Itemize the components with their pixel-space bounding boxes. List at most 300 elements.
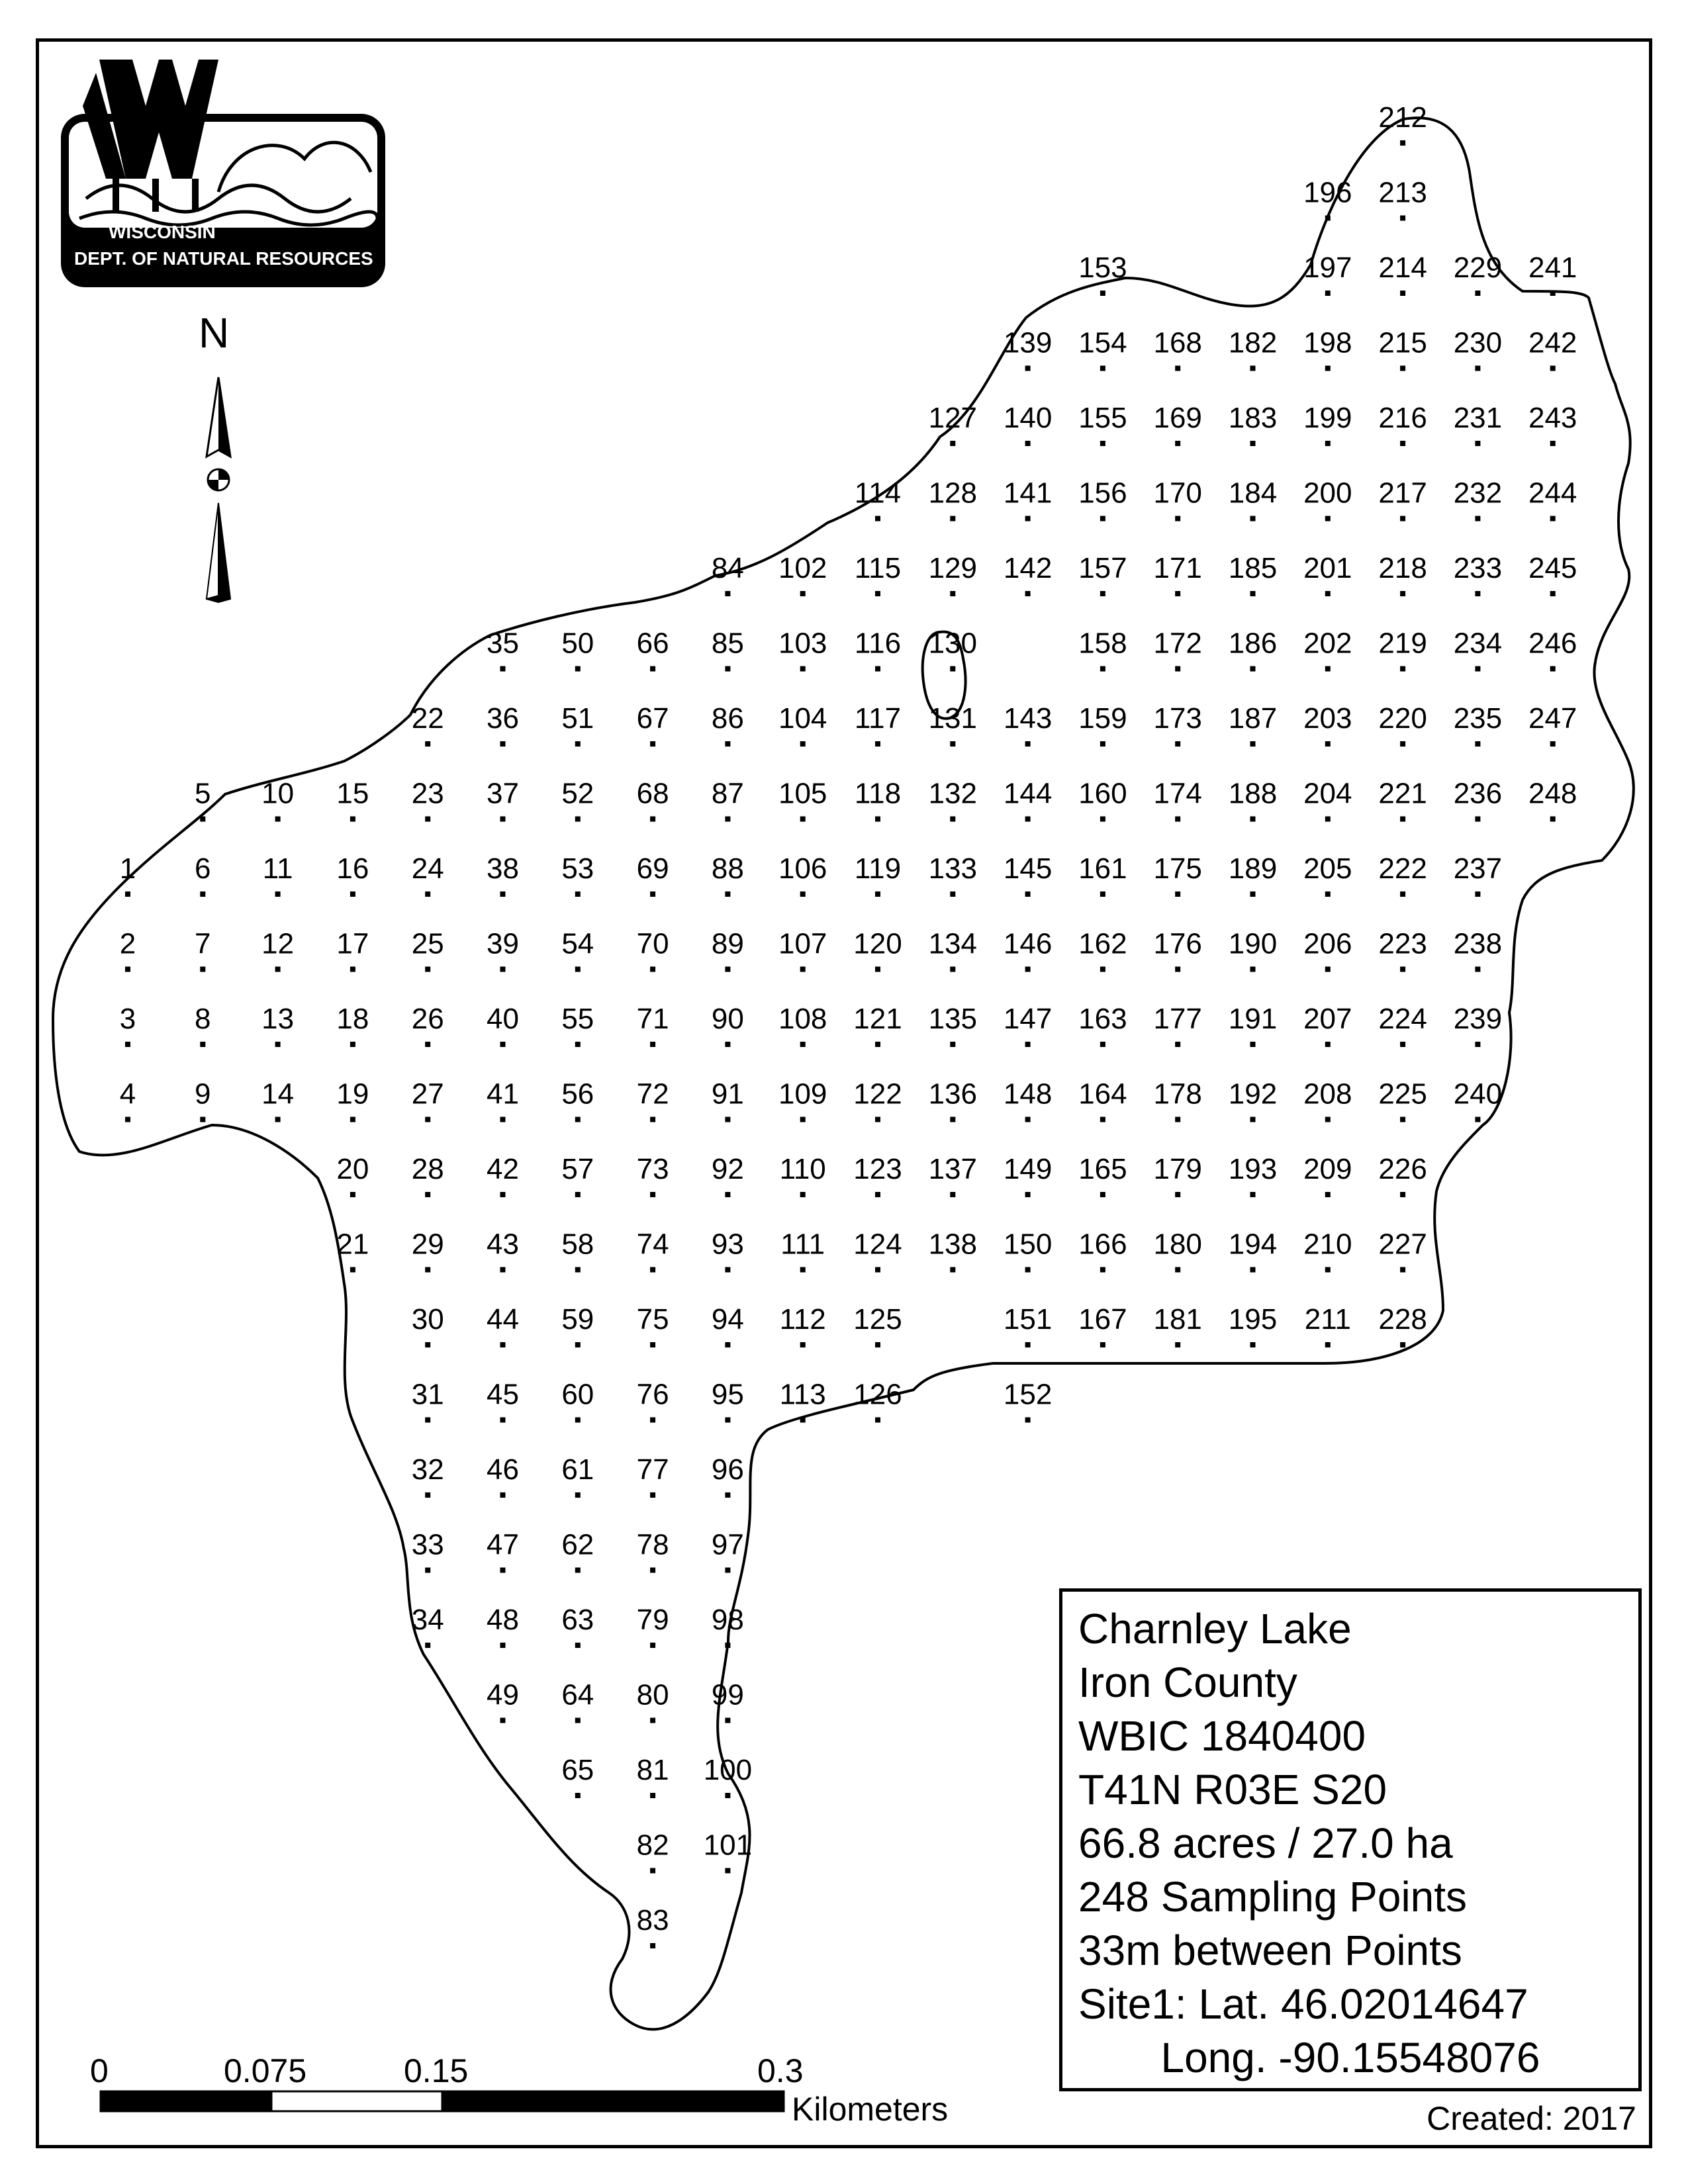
sampling-point-marker xyxy=(425,1042,430,1047)
sampling-point-marker xyxy=(1400,1117,1405,1122)
sampling-point-label: 57 xyxy=(561,1153,594,1185)
sampling-point-marker xyxy=(725,1117,730,1122)
sampling-point-marker xyxy=(650,1342,655,1347)
sampling-point-label: 135 xyxy=(928,1003,978,1035)
sampling-point-label: 47 xyxy=(487,1528,519,1561)
sampling-point-label: 80 xyxy=(636,1678,669,1711)
sampling-point-label: 121 xyxy=(853,1003,902,1035)
sampling-point-label: 153 xyxy=(1078,251,1127,284)
sampling-point-marker xyxy=(725,817,730,822)
sampling-point-label: 107 xyxy=(778,927,827,960)
sampling-point-marker xyxy=(200,967,205,972)
sampling-point-marker xyxy=(950,516,955,522)
sampling-point-marker xyxy=(1325,216,1331,221)
sampling-point-label: 63 xyxy=(561,1604,594,1636)
sampling-point-marker xyxy=(1100,441,1105,446)
sampling-point-marker xyxy=(425,1117,430,1122)
sampling-point-label: 60 xyxy=(561,1378,594,1411)
sampling-point-label: 2 xyxy=(119,927,136,960)
north-arrow-icon xyxy=(207,377,230,602)
sampling-point-marker xyxy=(950,1042,955,1047)
sampling-point-label: 210 xyxy=(1303,1228,1352,1261)
sampling-point-label: 201 xyxy=(1303,552,1352,584)
sampling-point-label: 69 xyxy=(636,852,669,885)
sampling-point-marker xyxy=(650,817,655,822)
sampling-point-label: 238 xyxy=(1453,927,1503,960)
sampling-point-marker xyxy=(650,967,655,972)
scale-bar xyxy=(101,2091,784,2111)
sampling-point-marker xyxy=(1250,741,1256,747)
sampling-point-label: 98 xyxy=(711,1604,744,1636)
north-label: N xyxy=(199,309,230,357)
sampling-point-marker xyxy=(1025,1117,1031,1122)
scale-tick-0: 0 xyxy=(90,2052,109,2089)
sampling-point-label: 170 xyxy=(1153,477,1202,510)
sampling-point-marker xyxy=(500,1192,506,1197)
sampling-point-marker xyxy=(800,1418,806,1423)
sampling-point-marker xyxy=(1325,1192,1331,1197)
sampling-point-label: 196 xyxy=(1303,176,1352,209)
sampling-point-label: 54 xyxy=(561,927,594,960)
sampling-point-marker xyxy=(950,1192,955,1197)
sampling-point-label: 84 xyxy=(711,552,744,584)
sampling-point-marker xyxy=(1250,1192,1256,1197)
sampling-point-marker xyxy=(350,891,355,897)
sampling-point-label: 39 xyxy=(487,927,519,960)
sampling-point-label: 183 xyxy=(1228,402,1278,434)
sampling-point-label: 174 xyxy=(1153,777,1202,810)
sampling-point-label: 234 xyxy=(1453,627,1503,660)
sampling-point-label: 27 xyxy=(411,1077,444,1111)
sampling-point-marker xyxy=(650,1793,655,1798)
sampling-point-marker xyxy=(725,1042,730,1047)
sampling-point-marker xyxy=(725,1643,730,1648)
sampling-point-label: 82 xyxy=(636,1829,669,1862)
sampling-point-label: 192 xyxy=(1228,1077,1278,1111)
sampling-point-label: 7 xyxy=(195,927,211,960)
sampling-point-marker xyxy=(575,1793,581,1798)
sampling-point-label: 220 xyxy=(1378,702,1427,735)
sampling-point-marker xyxy=(1175,1342,1180,1347)
sampling-point-marker xyxy=(1175,516,1180,522)
sampling-point-marker xyxy=(575,1568,581,1573)
sampling-point-marker xyxy=(500,1267,506,1273)
sampling-point-marker xyxy=(1175,1267,1180,1273)
sampling-point-marker xyxy=(950,817,955,822)
sampling-point-marker xyxy=(1325,591,1331,596)
sampling-point-label: 120 xyxy=(853,927,902,960)
sampling-point-marker xyxy=(1325,1042,1331,1047)
sampling-point-label: 178 xyxy=(1153,1077,1202,1111)
sampling-point-marker xyxy=(1100,291,1105,296)
sampling-point-label: 176 xyxy=(1153,927,1202,960)
sampling-point-label: 112 xyxy=(779,1303,826,1336)
sampling-point-marker xyxy=(1100,1267,1105,1273)
sampling-point-label: 59 xyxy=(561,1303,594,1336)
sampling-point-label: 128 xyxy=(928,477,978,510)
sampling-point-marker xyxy=(425,967,430,972)
sampling-point-label: 164 xyxy=(1078,1077,1127,1111)
sampling-point-marker xyxy=(1400,1342,1405,1347)
sampling-point-label: 235 xyxy=(1453,702,1503,735)
sampling-point-label: 52 xyxy=(561,777,594,810)
sampling-point-label: 49 xyxy=(487,1678,519,1711)
sampling-point-label: 200 xyxy=(1303,477,1352,510)
sampling-point-label: 182 xyxy=(1228,326,1278,359)
sampling-point-label: 119 xyxy=(854,852,902,885)
sampling-point-marker xyxy=(875,1418,880,1423)
sampling-point-marker xyxy=(500,1418,506,1423)
sampling-point-label: 136 xyxy=(928,1077,978,1111)
sampling-point-marker xyxy=(1475,967,1480,972)
sampling-point-marker xyxy=(950,1267,955,1273)
sampling-point-label: 187 xyxy=(1228,702,1278,735)
sampling-point-marker xyxy=(1550,741,1556,747)
sampling-point-marker xyxy=(275,1042,281,1047)
sampling-point-label: 169 xyxy=(1153,402,1202,434)
sampling-point-label: 232 xyxy=(1453,477,1503,510)
sampling-point-marker xyxy=(800,1192,806,1197)
sampling-point-marker xyxy=(875,1042,880,1047)
sampling-point-label: 91 xyxy=(711,1077,744,1111)
sampling-point-label: 25 xyxy=(411,927,444,960)
sampling-point-marker xyxy=(1025,366,1031,371)
sampling-point-label: 9 xyxy=(195,1077,211,1111)
sampling-point-label: 40 xyxy=(487,1003,519,1035)
sampling-point-label: 106 xyxy=(778,852,827,885)
sampling-point-marker xyxy=(875,666,880,672)
sampling-point-marker xyxy=(1400,666,1405,672)
sampling-point-label: 203 xyxy=(1303,702,1352,735)
sampling-point-label: 5 xyxy=(195,777,211,810)
info-wbic: WBIC 1840400 xyxy=(1078,1712,1366,1760)
sampling-point-label: 34 xyxy=(411,1604,444,1636)
info-lake: Charnley Lake xyxy=(1078,1605,1352,1653)
sampling-point-label: 78 xyxy=(636,1528,669,1561)
sampling-point-label: 191 xyxy=(1228,1003,1278,1035)
sampling-point-label: 154 xyxy=(1078,326,1127,359)
sampling-point-marker xyxy=(1250,967,1256,972)
sampling-point-marker xyxy=(575,1042,581,1047)
sampling-point-marker xyxy=(800,1117,806,1122)
sampling-point-marker xyxy=(575,1117,581,1122)
sampling-point-marker xyxy=(1100,1042,1105,1047)
sampling-point-label: 28 xyxy=(411,1153,444,1185)
sampling-point-label: 16 xyxy=(336,852,369,885)
logo-line1: WISCONSIN xyxy=(109,222,216,242)
sampling-point-marker xyxy=(800,817,806,822)
sampling-point-label: 180 xyxy=(1153,1228,1202,1261)
sampling-point-label: 97 xyxy=(711,1528,744,1561)
sampling-point-label: 189 xyxy=(1228,852,1278,885)
sampling-point-label: 130 xyxy=(928,627,978,660)
sampling-point-marker xyxy=(275,1117,281,1122)
sampling-point-label: 108 xyxy=(778,1003,827,1035)
sampling-point-marker xyxy=(575,967,581,972)
sampling-point-label: 36 xyxy=(487,702,519,735)
sampling-point-label: 20 xyxy=(336,1153,369,1185)
sampling-point-label: 233 xyxy=(1453,552,1503,584)
sampling-point-marker xyxy=(1175,1192,1180,1197)
sampling-point-marker xyxy=(425,1342,430,1347)
sampling-point-label: 223 xyxy=(1378,927,1427,960)
sampling-point-marker xyxy=(650,891,655,897)
sampling-point-marker xyxy=(575,891,581,897)
sampling-point-marker xyxy=(725,1568,730,1573)
sampling-point-label: 212 xyxy=(1378,101,1427,134)
sampling-point-label: 157 xyxy=(1078,552,1127,584)
info-location: T41N R03E S20 xyxy=(1078,1766,1387,1813)
sampling-point-label: 161 xyxy=(1078,852,1127,885)
sampling-point-label: 104 xyxy=(778,702,827,735)
sampling-point-label: 162 xyxy=(1078,927,1127,960)
sampling-point-label: 1 xyxy=(119,852,136,885)
sampling-point-marker xyxy=(1025,441,1031,446)
sampling-point-marker xyxy=(725,1492,730,1498)
sampling-point-marker xyxy=(1475,291,1480,296)
sampling-point-marker xyxy=(1325,516,1331,522)
sampling-point-label: 219 xyxy=(1378,627,1427,660)
sampling-point-marker xyxy=(725,591,730,596)
sampling-point-marker xyxy=(800,1267,806,1273)
sampling-point-marker xyxy=(350,1042,355,1047)
sampling-point-label: 159 xyxy=(1078,702,1127,735)
sampling-point-label: 179 xyxy=(1153,1153,1202,1185)
sampling-point-label: 43 xyxy=(487,1228,519,1261)
sampling-point-marker xyxy=(875,741,880,747)
sampling-point-label: 155 xyxy=(1078,402,1127,434)
sampling-point-marker xyxy=(575,666,581,672)
sampling-point-label: 31 xyxy=(411,1378,444,1411)
sampling-point-label: 125 xyxy=(853,1303,902,1336)
sampling-point-label: 61 xyxy=(561,1453,594,1486)
sampling-point-marker xyxy=(1250,1342,1256,1347)
sampling-point-marker xyxy=(725,967,730,972)
sampling-point-label: 148 xyxy=(1003,1077,1053,1111)
sampling-point-label: 151 xyxy=(1003,1303,1053,1336)
sampling-point-marker xyxy=(1325,441,1331,446)
sampling-point-marker xyxy=(275,891,281,897)
sampling-point-label: 76 xyxy=(636,1378,669,1411)
sampling-point-marker xyxy=(800,591,806,596)
sampling-point-label: 109 xyxy=(778,1077,827,1111)
sampling-point-marker xyxy=(725,1267,730,1273)
sampling-point-label: 71 xyxy=(636,1003,669,1035)
sampling-point-label: 167 xyxy=(1078,1303,1127,1336)
sampling-point-label: 3 xyxy=(119,1003,136,1035)
sampling-point-label: 113 xyxy=(779,1378,826,1411)
sampling-point-marker xyxy=(1025,1342,1031,1347)
sampling-point-label: 6 xyxy=(195,852,211,885)
sampling-point-label: 105 xyxy=(778,777,827,810)
sampling-point-marker xyxy=(650,1117,655,1122)
sampling-point-label: 72 xyxy=(636,1077,669,1111)
sampling-point-marker xyxy=(1175,441,1180,446)
sampling-point-marker xyxy=(500,1643,506,1648)
sampling-point-marker xyxy=(575,1643,581,1648)
sampling-point-label: 65 xyxy=(561,1754,594,1786)
sampling-point-label: 64 xyxy=(561,1678,594,1711)
sampling-point-marker xyxy=(425,817,430,822)
sampling-point-marker xyxy=(350,817,355,822)
sampling-point-label: 100 xyxy=(703,1754,753,1786)
sampling-point-marker xyxy=(1100,516,1105,522)
sampling-point-label: 240 xyxy=(1453,1077,1503,1111)
sampling-point-label: 236 xyxy=(1453,777,1503,810)
sampling-point-label: 193 xyxy=(1228,1153,1278,1185)
sampling-point-label: 13 xyxy=(261,1003,295,1035)
sampling-point-marker xyxy=(1250,441,1256,446)
sampling-point-marker xyxy=(575,1192,581,1197)
sampling-point-label: 173 xyxy=(1153,702,1202,735)
sampling-point-label: 177 xyxy=(1153,1003,1202,1035)
sampling-point-label: 85 xyxy=(711,627,744,660)
sampling-point-marker xyxy=(800,967,806,972)
sampling-point-label: 190 xyxy=(1228,927,1278,960)
sampling-point-marker xyxy=(1100,1342,1105,1347)
sampling-point-label: 67 xyxy=(636,702,669,735)
sampling-point-label: 45 xyxy=(487,1378,519,1411)
sampling-point-label: 56 xyxy=(561,1077,594,1111)
sampling-point-marker xyxy=(1400,516,1405,522)
scale-unit: Kilometers xyxy=(792,2091,949,2128)
sampling-point-label: 114 xyxy=(854,477,902,510)
sampling-point-marker xyxy=(1175,1042,1180,1047)
sampling-point-label: 123 xyxy=(853,1153,902,1185)
sampling-point-marker xyxy=(1100,366,1105,371)
sampling-point-label: 198 xyxy=(1303,326,1352,359)
sampling-point-label: 166 xyxy=(1078,1228,1127,1261)
sampling-point-label: 137 xyxy=(928,1153,978,1185)
logo-line2: DEPT. OF NATURAL RESOURCES xyxy=(74,248,373,269)
sampling-point-marker xyxy=(1325,741,1331,747)
sampling-point-marker xyxy=(350,1267,355,1273)
sampling-point-marker xyxy=(1325,1117,1331,1122)
sampling-point-marker xyxy=(950,891,955,897)
sampling-point-label: 118 xyxy=(854,777,902,810)
sampling-point-label: 32 xyxy=(411,1453,444,1486)
sampling-point-label: 160 xyxy=(1078,777,1127,810)
sampling-point-label: 206 xyxy=(1303,927,1352,960)
sampling-point-marker xyxy=(1100,967,1105,972)
sampling-point-marker xyxy=(1400,891,1405,897)
sampling-point-marker xyxy=(1100,817,1105,822)
sampling-point-marker xyxy=(1475,741,1480,747)
sampling-point-label: 237 xyxy=(1453,852,1503,885)
sampling-point-marker xyxy=(1325,1267,1331,1273)
sampling-point-marker xyxy=(1250,591,1256,596)
sampling-point-marker xyxy=(1400,441,1405,446)
sampling-point-label: 241 xyxy=(1528,251,1577,284)
sampling-point-label: 230 xyxy=(1453,326,1503,359)
sampling-point-label: 221 xyxy=(1378,777,1427,810)
sampling-point-marker xyxy=(425,741,430,747)
info-points: 248 Sampling Points xyxy=(1078,1873,1468,1921)
sampling-point-label: 51 xyxy=(561,702,594,735)
sampling-point-marker xyxy=(875,967,880,972)
sampling-point-marker xyxy=(725,1192,730,1197)
sampling-point-marker xyxy=(1475,591,1480,596)
scale-tick-1: 0.075 xyxy=(224,2052,307,2089)
sampling-point-marker xyxy=(575,1492,581,1498)
sampling-point-marker xyxy=(1325,666,1331,672)
sampling-point-marker xyxy=(425,1192,430,1197)
sampling-point-label: 172 xyxy=(1153,627,1202,660)
sampling-point-marker xyxy=(950,1117,955,1122)
sampling-point-marker xyxy=(575,1342,581,1347)
sampling-point-label: 15 xyxy=(336,777,369,810)
sampling-point-marker xyxy=(575,1718,581,1723)
sampling-point-label: 152 xyxy=(1003,1378,1053,1411)
sampling-point-marker xyxy=(1100,891,1105,897)
sampling-point-marker xyxy=(500,1117,506,1122)
sampling-point-marker xyxy=(500,666,506,672)
sampling-point-marker xyxy=(1325,891,1331,897)
sampling-point-marker xyxy=(1250,1117,1256,1122)
sampling-point-label: 144 xyxy=(1003,777,1053,810)
sampling-point-marker xyxy=(1025,1192,1031,1197)
sampling-point-label: 87 xyxy=(711,777,744,810)
sampling-point-label: 218 xyxy=(1378,552,1427,584)
sampling-point-label: 79 xyxy=(636,1604,669,1636)
sampling-point-label: 145 xyxy=(1003,852,1053,885)
sampling-point-marker xyxy=(1025,967,1031,972)
sampling-point-label: 165 xyxy=(1078,1153,1127,1185)
sampling-point-marker xyxy=(725,1418,730,1423)
sampling-point-marker xyxy=(800,1042,806,1047)
info-spacing: 33m between Points xyxy=(1078,1927,1462,1974)
sampling-point-label: 211 xyxy=(1304,1303,1351,1336)
sampling-point-marker xyxy=(500,1568,506,1573)
sampling-point-marker xyxy=(725,1718,730,1723)
sampling-point-label: 19 xyxy=(336,1077,369,1111)
sampling-point-marker xyxy=(1475,441,1480,446)
sampling-point-label: 92 xyxy=(711,1153,744,1185)
sampling-point-label: 132 xyxy=(928,777,978,810)
sampling-point-label: 77 xyxy=(636,1453,669,1486)
sampling-point-marker xyxy=(875,516,880,522)
sampling-point-marker xyxy=(950,591,955,596)
info-county: Iron County xyxy=(1078,1659,1297,1706)
sampling-point-marker xyxy=(425,1418,430,1423)
sampling-point-marker xyxy=(1400,1192,1405,1197)
sampling-point-label: 150 xyxy=(1003,1228,1053,1261)
sampling-point-label: 30 xyxy=(411,1303,444,1336)
sampling-point-marker xyxy=(650,1042,655,1047)
sampling-point-marker xyxy=(1100,1117,1105,1122)
sampling-point-label: 156 xyxy=(1078,477,1127,510)
sampling-point-label: 58 xyxy=(561,1228,594,1261)
sampling-point-marker xyxy=(650,1192,655,1197)
sampling-point-label: 197 xyxy=(1303,251,1352,284)
sampling-point-marker xyxy=(650,1643,655,1648)
sampling-point-label: 207 xyxy=(1303,1003,1352,1035)
sampling-point-marker xyxy=(1550,666,1556,672)
sampling-point-marker xyxy=(575,1418,581,1423)
sampling-point-marker xyxy=(1550,441,1556,446)
sampling-point-label: 83 xyxy=(636,1904,669,1936)
wisconsin-dnr-logo xyxy=(61,60,385,287)
sampling-point-marker xyxy=(1100,1192,1105,1197)
sampling-point-label: 24 xyxy=(411,852,444,885)
sampling-point-marker xyxy=(1175,891,1180,897)
sampling-point-marker xyxy=(1400,817,1405,822)
sampling-point-marker xyxy=(1325,366,1331,371)
sampling-point-marker xyxy=(425,1568,430,1573)
sampling-point-label: 66 xyxy=(636,627,669,660)
sampling-point-marker xyxy=(200,1117,205,1122)
sampling-point-label: 147 xyxy=(1003,1003,1053,1035)
